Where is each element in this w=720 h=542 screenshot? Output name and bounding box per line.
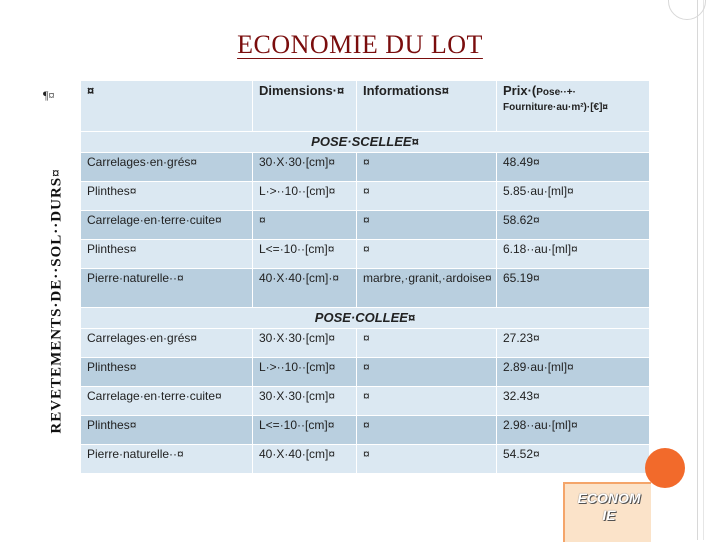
section-title: POSE·SCELLEE¤: [81, 132, 650, 153]
table-row: [81, 358, 650, 387]
cell-info: ¤: [357, 182, 497, 211]
header-dimensions: Dimensions·¤: [253, 81, 357, 132]
table-row: [81, 269, 650, 308]
economie-label-line2: IE: [602, 507, 616, 523]
corner-mark: ¶¤: [43, 88, 55, 102]
header-prix-main: Prix·(: [503, 83, 537, 98]
corner-cell: [35, 80, 80, 130]
cell-info: ¤: [357, 211, 497, 240]
cell-info: ¤: [357, 329, 497, 358]
table-row: [81, 211, 650, 240]
table-row: [81, 240, 650, 269]
cell-item: Plinthes¤: [81, 240, 253, 269]
cell-info: ¤: [357, 416, 497, 445]
economie-label: [571, 490, 647, 524]
cell-price: 5.85·au·[ml]¤: [497, 182, 650, 211]
table-row: [81, 387, 650, 416]
cell-dim: L·>··10··[cm]¤: [253, 182, 357, 211]
embedded-document: [35, 80, 649, 472]
header-prix-line2: Fourniture·au·m²)·[€]¤: [503, 102, 608, 113]
table-row: [81, 153, 650, 182]
cell-item: Pierre·naturelle··¤: [81, 445, 253, 474]
table-row: [81, 182, 650, 211]
table-row: [81, 445, 650, 474]
frame-arc: [668, 0, 706, 20]
cell-dim: 30·X·30·[cm]¤: [253, 329, 357, 358]
cell-info: ¤: [357, 240, 497, 269]
cell-dim: ¤: [253, 211, 357, 240]
slide-title-wrap: [0, 30, 720, 60]
header-informations: Informations¤: [357, 81, 497, 132]
cell-item: Carrelage·en·terre·cuite¤: [81, 211, 253, 240]
cell-price: 2.98··au·[ml]¤: [497, 416, 650, 445]
table-row: [81, 416, 650, 445]
cell-info: ¤: [357, 387, 497, 416]
cell-item: Carrelages·en·grés¤: [81, 153, 253, 182]
header-prix: [497, 81, 650, 132]
cell-price: 65.19¤: [497, 269, 650, 308]
cell-dim: 30·X·30·[cm]¤: [253, 387, 357, 416]
cell-item: Plinthes¤: [81, 182, 253, 211]
frame-line-inner: [703, 0, 704, 540]
cell-dim: L·>··10··[cm]¤: [253, 358, 357, 387]
cell-item: Carrelage·en·terre·cuite¤: [81, 387, 253, 416]
table-header-row: [81, 81, 650, 132]
cell-item: Carrelages·en·grés¤: [81, 329, 253, 358]
cell-price: 58.62¤: [497, 211, 650, 240]
side-label: REVETEMENTS·DE··SOL··DURS¤: [48, 168, 65, 434]
slide-title: ECONOMIE DU LOT: [237, 30, 483, 59]
economie-link-box[interactable]: [563, 482, 651, 542]
cell-price: 48.49¤: [497, 153, 650, 182]
cell-price: 2.89·au·[ml]¤: [497, 358, 650, 387]
section-title: POSE·COLLEE¤: [81, 308, 650, 329]
cell-info: ¤: [357, 445, 497, 474]
cell-price: 27.23¤: [497, 329, 650, 358]
cell-price: 54.52¤: [497, 445, 650, 474]
cell-item: Plinthes¤: [81, 358, 253, 387]
cell-info: marbre,·granit,·ardoise¤: [357, 269, 497, 308]
orange-circle-decoration: [645, 448, 685, 488]
price-table: [80, 80, 650, 474]
cell-item: Plinthes¤: [81, 416, 253, 445]
header-item: ¤: [81, 81, 253, 132]
frame-line: [697, 0, 698, 540]
economie-label-line1: ECONOM: [577, 490, 641, 506]
cell-dim: L<=·10··[cm]¤: [253, 416, 357, 445]
cell-item: Pierre·naturelle··¤: [81, 269, 253, 308]
section-row: [81, 132, 650, 153]
table-row: [81, 329, 650, 358]
cell-price: 6.18··au·[ml]¤: [497, 240, 650, 269]
section-row: [81, 308, 650, 329]
cell-info: ¤: [357, 358, 497, 387]
cell-dim: 40·X·40·[cm]¤: [253, 445, 357, 474]
cell-price: 32.43¤: [497, 387, 650, 416]
side-label-cell: [35, 130, 80, 472]
cell-dim: 40·X·40·[cm]·¤: [253, 269, 357, 308]
header-prix-sub: Pose··+·: [536, 87, 576, 98]
cell-dim: 30·X·30·[cm]¤: [253, 153, 357, 182]
cell-info: ¤: [357, 153, 497, 182]
cell-dim: L<=·10··[cm]¤: [253, 240, 357, 269]
